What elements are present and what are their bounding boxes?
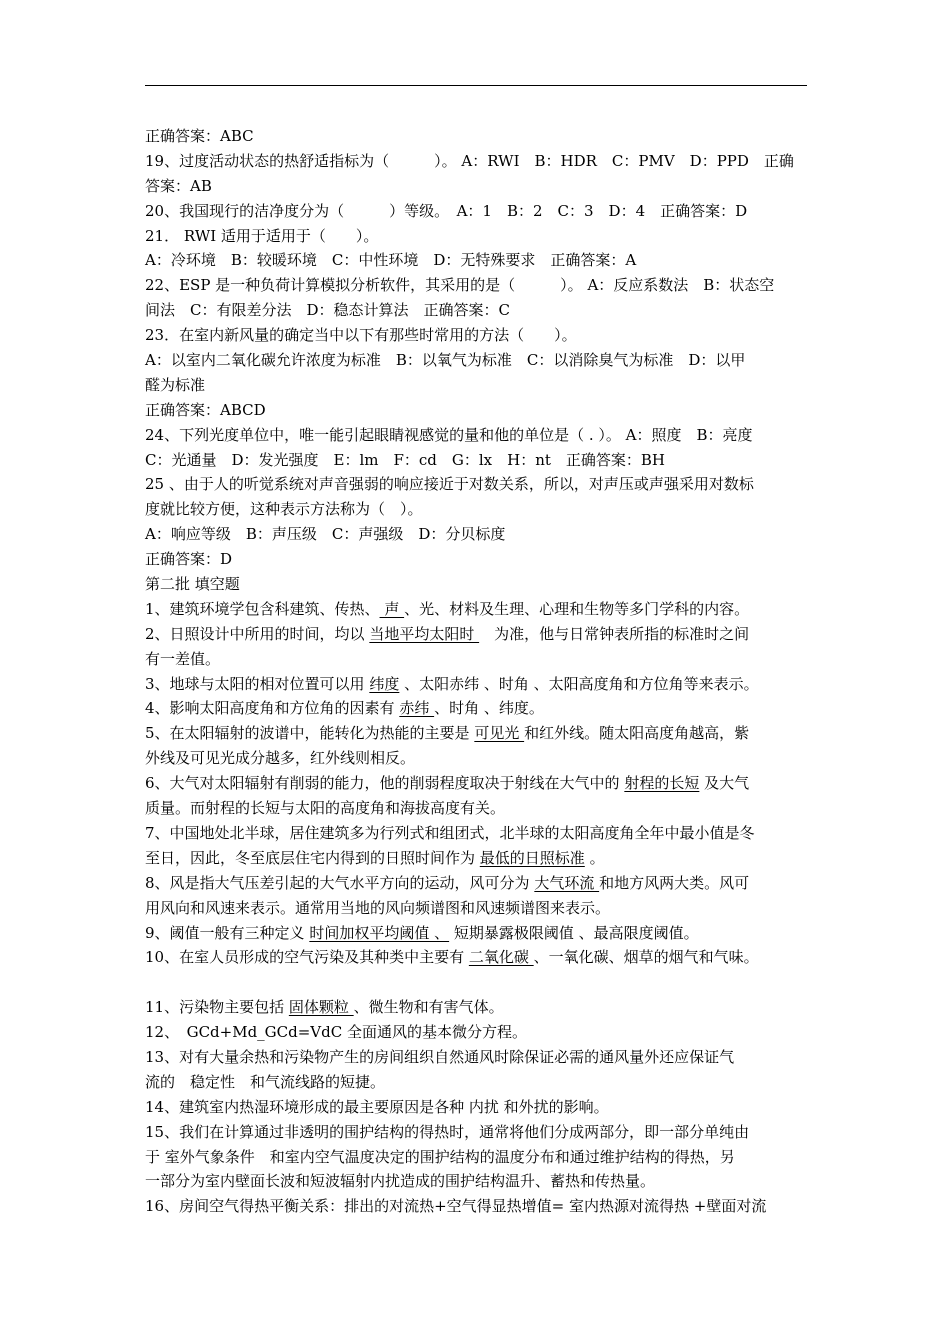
answer-blank: 射程的长短	[624, 774, 700, 793]
text-line	[145, 945, 815, 970]
text-line	[145, 597, 815, 622]
text-line: 流的 稳定性 和气流线路的短捷。	[145, 1072, 386, 1091]
text-line: 13、对有大量余热和污染物产生的房间组织自然通风时除保证必需的通风量外还应保证气	[145, 1047, 735, 1066]
line-text: 和地方风两大类。风可	[599, 873, 750, 892]
text-line	[145, 921, 815, 946]
answer-blank: 固体颗粒	[288, 998, 354, 1017]
text-line	[145, 871, 815, 896]
text-line: 19、过度活动状态的热舒适指标为（ ）。 A：RWI B：HDR C：PMV D：PPD 正确	[145, 151, 794, 170]
text-line: 24、下列光度单位中，唯一能引起眼睛视感觉的量和他的单位是（ . ）。 A：照度 B：亮度	[145, 425, 753, 444]
line-text: 5、在太阳辐射的波谱中，能转化为热能的主要是	[145, 724, 475, 743]
text-line: 正确答案：D	[145, 550, 233, 569]
line-text: 和红外线。随太阳高度角越高，紫	[524, 724, 750, 743]
line-text: 8、风是指大气压差引起的大气水平方向的运动，风可分为	[145, 873, 535, 892]
text-line: A：冷环境 B：较暖环境 C：中性环境 D：无特殊要求 正确答案：A	[145, 251, 637, 270]
text-line	[145, 672, 815, 697]
line-text: 2、日照设计中所用的时间，均以	[145, 624, 370, 643]
line-text: 至日，因此，冬至底层住宅内得到的日照时间作为	[145, 848, 480, 867]
line-text: 10、在室人员形成的空气污染及其种类中主要有	[145, 948, 469, 967]
text-line: 有一差值。	[145, 649, 221, 668]
text-line: 用风向和风速来表示。通常用当地的风向频谱图和风速频谱图来表示。	[145, 898, 611, 917]
answer-blank: 赤纬	[399, 699, 435, 718]
text-line: 12、 GCd+Md_GCd=VdC 全面通风的基本微分方程。	[145, 1023, 527, 1042]
text-line: 25 、由于人的听觉系统对声音强弱的响应接近于对数关系，所以，对声压或声强采用对数标	[145, 475, 754, 494]
blank-line	[145, 970, 815, 995]
text-line	[145, 995, 815, 1020]
line-text: 、光、材料及生理、心理和生物等多门学科的内容。	[404, 599, 750, 618]
answer-blank: 时间加权平均阈值 、	[309, 923, 450, 942]
header-rule	[145, 85, 807, 86]
answer-blank: 可见光	[474, 724, 525, 743]
line-text: 为准，他与日常钟表所指的标准时之间	[479, 624, 750, 643]
text-line: 质量。而射程的长短与太阳的高度角和海拔高度有关。	[145, 799, 506, 818]
answer-blank: 声	[379, 599, 405, 618]
line-text: 及大气	[699, 774, 750, 793]
text-line	[145, 846, 815, 871]
text-line: 15、我们在计算通过非透明的围护结构的得热时，通常将他们分成两部分，即一部分单纯由	[145, 1122, 750, 1141]
text-line: 23．在室内新风量的确定当中以下有那些时常用的方法（ ）。	[145, 326, 577, 345]
text-line: 一部分为室内壁面长波和短波辐射内扰造成的围护结构温升、蓄热和传热量。	[145, 1172, 656, 1191]
text-line: 醛为标准	[145, 375, 206, 394]
line-text: 3、地球与太阳的相对位置可以用	[145, 674, 370, 693]
answer-blank: 当地平均太阳时	[369, 624, 480, 643]
text-line: 正确答案：ABC	[145, 127, 254, 145]
text-line: 16、房间空气得热平衡关系：排出的对流热+空气得显热增值= 室内热源对流得热 +壁面对流	[145, 1197, 767, 1216]
text-line: C：光通量 D：发光强度 E：lm F：cd G：lx H：nt 正确答案：BH	[145, 450, 666, 469]
text-line: 外线及可见光成分越多，红外线则相反。	[145, 749, 416, 768]
line-text: 9、阈值一般有三种定义	[145, 923, 310, 942]
text-line: A：以室内二氧化碳允许浓度为标准 B：以氧气为标准 C：以消除臭气为标准 D：以甲	[145, 351, 746, 370]
line-text: 6、大气对太阳辐射有削弱的能力，他的削弱程度取决于射线在大气中的	[145, 774, 625, 793]
answer-blank: 最低的日照标准	[479, 848, 585, 867]
document-body	[145, 124, 815, 1219]
line-text: 11、污染物主要包括	[145, 998, 289, 1017]
answer-blank: 大气环流	[534, 873, 600, 892]
text-line: 14、建筑室内热湿环境形成的最主要原因是各种 内扰 和外扰的影响。	[145, 1097, 609, 1116]
text-line: 正确答案：ABCD	[145, 400, 266, 419]
line-text: 。	[584, 848, 605, 867]
answer-blank: 二氧化碳	[468, 948, 534, 967]
text-line: 答案：AB	[145, 176, 212, 195]
text-line	[145, 721, 815, 746]
text-line	[145, 622, 815, 647]
text-line: 于 室外气象条件 和室内空气温度决定的围护结构的温度分布和通过维护结构的得热，另	[145, 1147, 735, 1166]
line-text: 短期暴露极限阈值 、最高限度阈值。	[449, 923, 699, 942]
text-line: 20、我国现行的洁净度分为（ ）等级。 A：1 B：2 C：3 D：4 正确答案：D	[145, 201, 748, 220]
line-text: 、太阳赤纬 、时角 、太阳高度角和方位角等来表示。	[399, 674, 759, 693]
text-line: 7、中国地处北半球，居住建筑多为行列式和组团式，北半球的太阳高度角全年中最小值是冬	[145, 823, 755, 842]
line-text: 4、影响太阳高度角和方位角的因素有	[145, 699, 400, 718]
text-line: 21． RWI 适用于适用于（ ）。	[145, 226, 379, 245]
text-line	[145, 696, 815, 721]
text-line: 度就比较方便，这种表示方法称为（ ）。	[145, 500, 423, 519]
text-line: 22、ESP 是一种负荷计算模拟分析软件，其采用的是（ ）。 A：反应系数法 B：状态空	[145, 276, 775, 295]
answer-blank: 纬度	[369, 674, 400, 693]
line-text: 、微生物和有害气体。	[353, 998, 504, 1017]
text-line	[145, 771, 815, 796]
text-line: A：响应等级 B：声压级 C：声强级 D：分贝标度	[145, 525, 506, 544]
text-line: 间法 C：有限差分法 D：稳态计算法 正确答案：C	[145, 301, 510, 320]
line-text: 1、建筑环境学包含科建筑、传热、	[145, 599, 380, 618]
text-line: 第二批 填空题	[145, 575, 240, 594]
line-text: 、一氧化碳、烟草的烟气和气味。	[533, 948, 759, 967]
line-text: 、时角 、纬度。	[434, 699, 544, 718]
